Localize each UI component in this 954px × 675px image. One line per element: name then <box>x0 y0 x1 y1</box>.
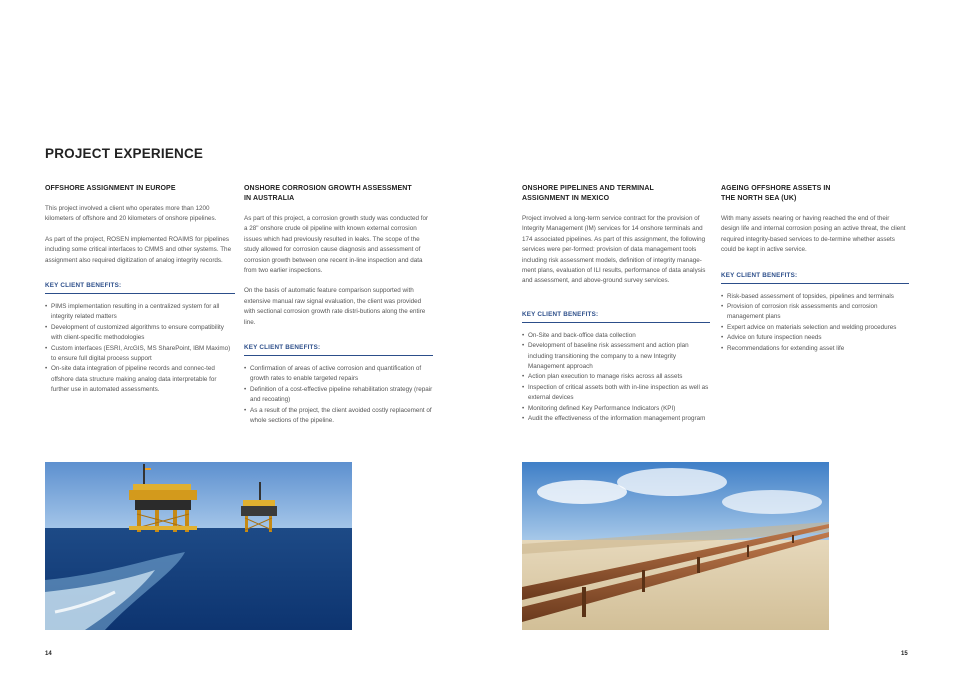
list-item: • Recommendations for extending asset life <box>721 344 909 354</box>
list-item: • On-site data integration of pipeline records and connec-ted offshore data structure making analog data interpretable for further use in automated assessments. <box>45 364 235 395</box>
list-item: • Definition of a cost-effective pipeline rehabilitation strategy (repair and recoating) <box>244 385 433 406</box>
list-item: • Monitoring defined Key Performance Indicators (KPI) <box>522 404 710 414</box>
column-north-sea <box>721 184 909 354</box>
page-number-left: 14 <box>45 651 52 657</box>
page-title: PROJECT EXPERIENCE <box>45 146 204 161</box>
list-item: • Development of baseline risk assessment and action plan including transitioning the company to a new Integrity Management approach <box>522 341 710 372</box>
list-item: • Audit the effectiveness of the information management program <box>522 414 710 424</box>
list-item: • Risk-based assessment of topsides, pipelines and terminals <box>721 292 909 302</box>
list-item: • Development of customized algorithms to ensure compatibility with client-specific methodologies <box>45 323 235 344</box>
list-item: • Provision of corrosion risk assessments and corrosion management plans <box>721 302 909 323</box>
key-benefits-label: KEY CLIENT BENEFITS: <box>45 282 235 294</box>
paragraph: On the basis of automatic feature comparison supported with extensive manual raw signal evaluation, the client was provided with sectional corrosion growth rate distri-butions along the entire line. <box>244 287 426 326</box>
key-benefits-label: KEY CLIENT BENEFITS: <box>522 311 710 323</box>
paragraph: With many assets nearing or having reached the end of their design life and internal corrosion posing an active threat, the client required integrity-based services to de-termine whether assets could be kept in active service. <box>721 215 906 254</box>
column-onshore-mexico <box>522 184 710 425</box>
list-item: • On-Site and back-office data collection <box>522 331 710 341</box>
key-benefits-label: KEY CLIENT BENEFITS: <box>721 272 909 284</box>
benefits-list <box>721 292 909 354</box>
benefits-list <box>45 302 235 396</box>
column-offshore-europe <box>45 184 235 396</box>
paragraph: Project involved a long-term service contract for the provision of Integrity Management (IM) services for 14 onshore terminals and 174 associated pipelines. As part of this assignment, the following services were per-formed: provision of data management tools including risk assessment models, definition of integrity manage-ment plans, evaluation of ILI results, performance of data analysis and assessment, and above-ground survey services. <box>522 215 706 285</box>
section-title: ONSHORE CORROSION GROWTH ASSESSMENT IN AUSTRALIA <box>244 185 412 202</box>
offshore-platform-photo <box>45 462 352 630</box>
paragraph: As part of this project, a corrosion growth study was conducted for a 28" onshore crude oil pipeline with known external corrosion issues which had previously resulted in leaks. The scope of the study allowed for corrosion cause diagnosis and assessment of corrosion growth between one recent in-line inspection and data from two earlier inspections. <box>244 215 429 275</box>
benefits-list <box>522 331 710 425</box>
onshore-pipeline-photo <box>522 462 829 630</box>
benefits-list <box>244 364 433 426</box>
page-number-right: 15 <box>901 651 908 657</box>
paragraph: This project involved a client who operates more than 1200 kilometers of offshore and 20 kilometers of onshore pipelines. <box>45 205 217 223</box>
section-title: ONSHORE PIPELINES AND TERMINAL ASSIGNMENT IN MEXICO <box>522 185 654 202</box>
list-item: • Advice on future inspection needs <box>721 333 909 343</box>
list-item: • Expert advice on materials selection and welding procedures <box>721 323 909 333</box>
list-item: • Inspection of critical assets both with in-line inspection as well as external devices <box>522 383 710 404</box>
list-item: • Custom interfaces (ESRI, ArcGIS, MS SharePoint, IBM Maximo) to ensure full digital process support <box>45 344 235 365</box>
list-item: • As a result of the project, the client avoided costly replacement of whole sections of the pipeline. <box>244 406 433 427</box>
paragraph: As part of the project, ROSEN implemented ROAIMS for pipelines including some critical interfaces to CMMS and other systems. The assignment also required digitization of analog integrity records. <box>45 235 232 264</box>
section-title: AGEING OFFSHORE ASSETS IN THE NORTH SEA (UK) <box>721 185 831 202</box>
list-item: • Action plan execution to manage risks across all assets <box>522 372 710 382</box>
list-item: • Confirmation of areas of active corrosion and quantification of growth rates to enable targeted repairs <box>244 364 433 385</box>
column-onshore-australia <box>244 184 433 427</box>
key-benefits-label: KEY CLIENT BENEFITS: <box>244 344 433 356</box>
list-item: • PIMS implementation resulting in a centralized system for all integrity related matters <box>45 302 235 323</box>
section-title: OFFSHORE ASSIGNMENT IN EUROPE <box>45 185 176 192</box>
